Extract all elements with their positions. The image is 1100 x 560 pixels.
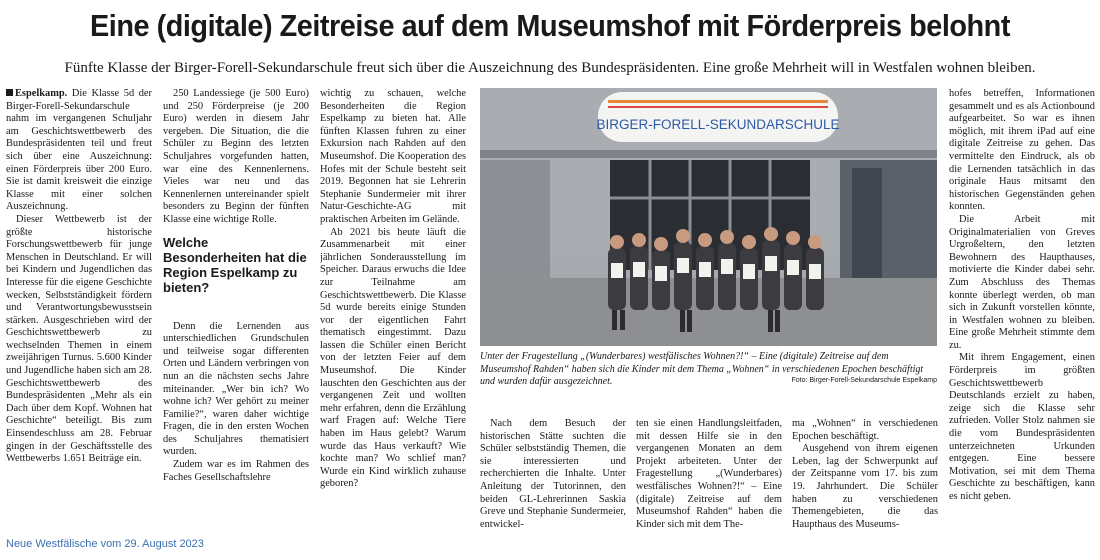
class-photo [480, 88, 937, 346]
text-column-7 [949, 88, 1095, 538]
text-column-2 [163, 88, 309, 538]
text-column-4 [480, 418, 626, 536]
dateline: Espelkamp. [6, 88, 67, 99]
text-column-3 [320, 88, 466, 538]
paragraph: Ab 2021 bis heute läuft die Zusammenarbeit mit einer jährlichen Sonderausstellung im Speicher. Daraus erwuchs die Idee zur Teilnahme am Geschichtswettbewerb. Die Klasse 5d wurde bereits einige Stunden vor der eigentlichen Fahrt thematisch eingestimmt. Dazu lassen die Schüler einen Bericht von der letzten Feier auf dem Museumshof. Die Kinder lauschten den Geschichten aus der vergangenen Zeit und wollten mehr erfahren, denn die Erzählung warf Fragen auf: Welche Tiere haben im Haus gelebt? Warum wurde das Haus verkauft? Wie kochte man? Wo schlief man? Wurde ein Kind wirklich zuhause geboren? [320, 226, 466, 490]
paragraph: hofes betreffen, Informationen gesammelt und es als Actionbound aufgearbeitet. So war es ihnen möglich, mit ihrem iPad auf eine digitale Zeitreise zu gehen. Das vermittelte den Eindruck, als ob die Lernenden tatsächlich in das originale Haus mitsamt den historischen Gegenständen gehen konnten. [949, 88, 1095, 213]
article-subheadline: Fünfte Klasse der Birger-Forell-Sekundarschule freut sich über die Auszeichnung des Bundespräsidenten. Eine große Mehrheit will in Westfalen wohnen bleiben. [64, 60, 1036, 76]
lead-paragraph: Espelkamp. Die Klasse 5d der Birger-Forell-Sekundarschule nahm im vergangenen Schuljahr am Geschichtswettbewerb des Bundespräsidenten teil und freut sich über eine Auszeichnung: einen Förderpreis über 200 Euro. Sie ist damit kreisweit die einzige Klasse mit einer solchen Auszeichnung. [6, 88, 152, 213]
paragraph: Mit ihrem Engagement, einen Förderpreis im größten Geschichtswettbewerb Deutschlands erzielt zu haben, zeige sich die Klasse sehr zufrieden. Voller Stolz nahmen sie die vom Bundespräsidenten unterzeichneten Urkunden entgegen. Eine bessere Motivation, sei mit dem Thema Geschichte zu beschäftigen, kann es nicht geben. [949, 352, 1095, 502]
paragraph: Denn die Lernenden aus unterschiedlichen Grundschulen und teilweise sogar differenten Orten und Ländern verbringen von nun an die nächsten sechs Jahre miteinander. „Wer bin ich? Wo wohne ich? Wer gehört zu meiner Familie?“, waren daher wichtige Fragen, die in den ersten Wochen des Schuljahres thematisiert wurden. [163, 320, 309, 458]
subheading: Welche Besonderheiten hat die Region Espelkamp zu bieten? [163, 234, 307, 295]
paragraph: wichtig zu schauen, welche Besonderheiten die Region Espelkamp zu bieten hat. Alle fünften Klassen fuhren zu einer Exkursion nach Rahden auf den Museumshof. Die Kooperation des Hofes mit der Schule besteht seit 2019. Begonnen hat sie Lehrerin Stephanie Sundermeier mit ihrer Natur-Geschichte-AG mit praktischen Arbeiten im Gelände. [320, 88, 466, 225]
paragraph: ten sie einen Handlungsleitfaden, mit dessen Hilfe sie in den vergangenen Monaten an dem Projekt arbeiteten. Unter der Fragestellung „(Wunderbares) westfälisches Wohnen?!“ – Eine (digitale) Zeitreise auf dem Museumshof Rahden“ haben die Kinder sich mit dem The- [636, 418, 782, 530]
paragraph: Nach dem Besuch der historischen Stätte suchten die Schüler selbstständig Themen, die sie interessierten und recherchierten die Inhalte. Unter Anleitung der Tutorinnen, den beiden GL-Lehrerinnen Saskia Greve und Stephanie Sundermeier, entwickel- [480, 418, 626, 530]
article-headline: Eine (digitale) Zeitreise auf dem Museumshof mit Förderpreis belohnt [90, 8, 1010, 43]
paragraph: 250 Landessiege (je 500 Euro) und 250 Förderpreise (je 200 Euro) werden in diesem Jahr vergeben. Die Situation, die die Schüler zu Beginn des letzten Schuljahres vorgefunden hatten, war eine des Kennenlernens. Vieles war neu und das Kennenlernen untereinander spielt besonders zu Beginn der fünften Klasse eine wichtige Rolle. [163, 88, 309, 225]
paragraph: Die Arbeit mit Originalmaterialien von Greves Urgroßeltern, den letzten Bewohnern des Haupthauses, motivierte die Kinder dabei sehr. Zum Abschluss des Themas konnte überlegt werden, ob man sich in Zukunft vorstellen könnte, in Westfalen wohnen zu bleiben. Eine große Mehrheit stimmte dem zu. [949, 213, 1095, 351]
school-sign-text: BIRGER-FORELL-SEKUNDARSCHULE [596, 117, 840, 132]
school-sign [596, 92, 839, 142]
source-line: Neue Westfälische vom 29. August 2023 [6, 538, 204, 550]
text-column-5 [636, 418, 782, 536]
paragraph: Dieser Wettbewerb ist der größte historische Forschungswettbewerb für junge Menschen in Deutschland. Er will bei Kindern und Jugendlichen das Interesse für die eigene Geschichte wecken, Selbstständigkeit fördern und Verantwortungsbewusstsein stärken. Ausgeschrieben wird der Geschichtswettbewerb zu wechselnden Themen in einem zweijährigen Turnus. 5.600 Kinder und Jugendliche haben sich am 28. Geschichtswettbewerb des Bundespräsidenten „Mehr als ein Dach über dem Kopf. Wohnen hat Geschichte“ beteiligt. Bis zum Einsendeschluss am 28. Februar gingen in der Geschäftsstelle des Wettbewerbs 1.651 Beiträge ein. [6, 213, 152, 465]
paragraph: Zudem war es im Rahmen des Faches Gesellschaftslehre [163, 459, 309, 483]
class-photo-illustration [480, 88, 937, 346]
paragraph: Ausgehend von ihrem eigenen Leben, lag der Schwerpunkt auf der Zeitspanne vom 17. bis zum 19. Jahrhundert. Die Schüler haben zu verschiedenen Themengebieten, die das Haupthaus des Museums- [792, 443, 938, 530]
photo-caption: Unter der Fragestellung „(Wunderbares) westfälisches Wohnen?!“ – Eine (digitale) Zeitreise auf dem Museumshof Rahden“ haben sich die Kinder mit dem Thema „Wohnen“ in verschiedenen Epochen beschäftigt und wurden dafür ausgezeichnet. [480, 351, 924, 387]
text-column-1 [6, 88, 152, 538]
text-column-6 [792, 418, 938, 536]
photo-credit: Foto: Birger-Forell-Sekundarschule Espelkamp [791, 377, 937, 384]
paragraph: ma „Wohnen“ in verschiedenen Epochen beschäftigt. [792, 418, 938, 442]
